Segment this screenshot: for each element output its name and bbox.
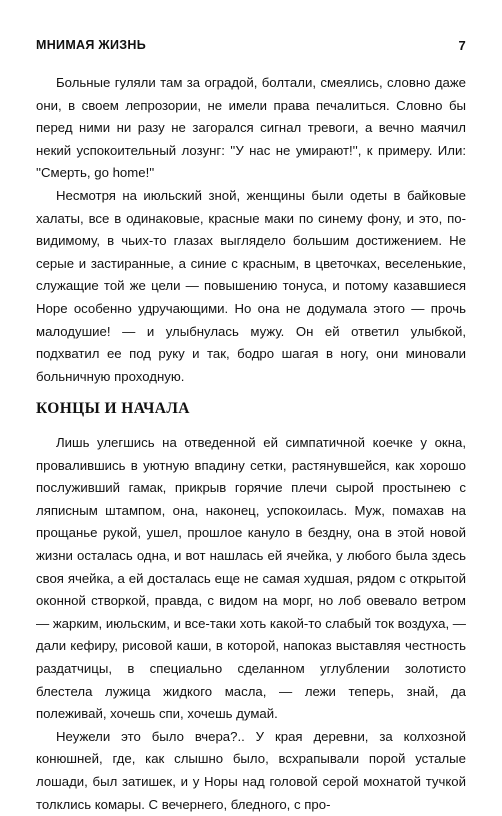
text-block-lower bbox=[36, 432, 466, 816]
running-header bbox=[36, 38, 466, 56]
paragraph: Лишь улегшись на отведенной ей симпатичной коечке у окна, провалившись в уютную впадину сетки, растянувшейся, как хорошо послуживший гамак, прикрыв горячие плечи сырой простынею с ляписным штампом, она, наконец, успокоилась. Муж, помахав на прощанье рукой, ушел, прошлое кануло в бездну, она в этой новой жизни осталась одна, и вот нашлась ей ячейка, у любого была здесь своя ячейка, а ей досталась еще не самая худшая, рядом с открытой оконной створкой, правда, с видом на морг, но лоб овевало ветром — жарким, июльским, и все-таки хоть какой-то слабый ток воздуха, — дали кефиру, рисовой каши, в которой, напоказ выставляя честность раздатчицы, в специально сделанном углублении золотисто блестела лужица жидкого масла, — лежи теперь, знай, да полеживай, хочешь спи, хочешь думай. bbox=[36, 435, 466, 722]
paragraph: Неужели это было вчера?.. У края деревни, за колхозной конюшней, где, как слышно было, всхрапывали порой усталые лошади, был затишек, и у Норы над головой серой мохнатой тучкой толклись комары. С вечернего, бледного, с про- bbox=[36, 728, 466, 812]
running-title: МНИМАЯ ЖИЗНЬ bbox=[36, 38, 147, 52]
paragraph: Больные гуляли там за оградой, болтали, смеялись, словно даже они, в своем лепрозории, не имели права печалиться. Словно бы перед ними ни разу не загорался сигнал тревоги, а вечно маячил некий успокоительный лозунг: ''У нас не умирают!'', к примеру. Или: ''Смерть, go home!'' bbox=[36, 75, 466, 181]
text-block-upper bbox=[36, 72, 466, 388]
paragraph: Несмотря на июльский зной, женщины были одеты в байковые халаты, все в одинаковые, красные маки по синему фону, и это, по-видимому, в чьих-то глазах выглядело большим достижением. Не серые и застиранные, а синие с красным, в цветочках, веселенькие, служащие той же цели — повышению тонуса, и потому казавшиеся Норе особенно удручающими. Но она не додумала этого — прочь малодушие! — и улыбнулась мужу. Он ей ответил улыбкой, подхватил ее под руку и так, бодро шагая в ногу, они миновали больничную проходную. bbox=[36, 187, 466, 384]
page-number: 7 bbox=[458, 38, 466, 53]
section-heading: КОНЦЫ И НАЧАЛА bbox=[36, 400, 190, 417]
